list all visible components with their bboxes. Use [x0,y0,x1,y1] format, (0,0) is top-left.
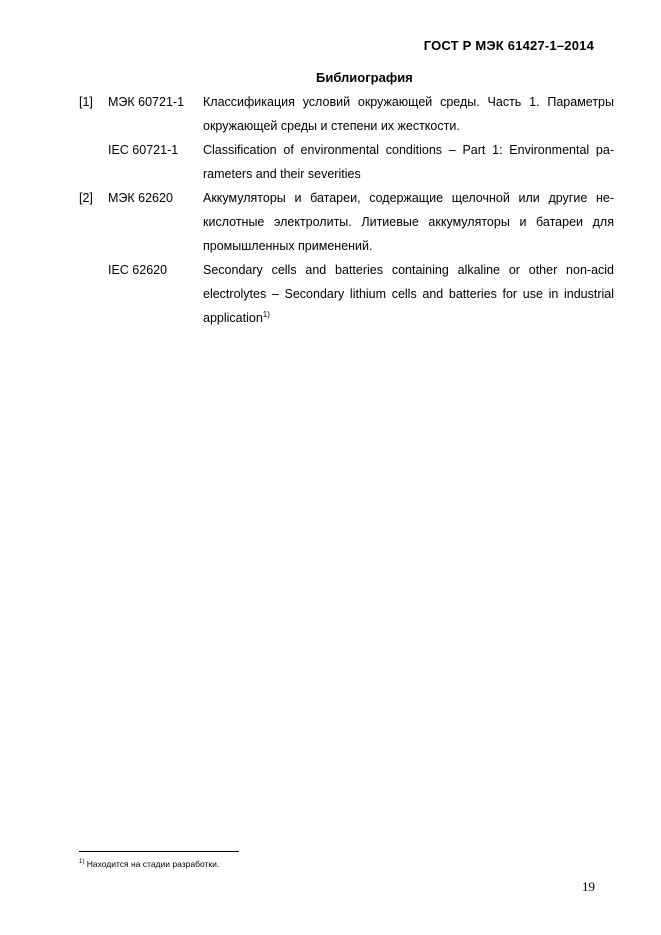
bibliography-entry [79,90,614,138]
footnote-mark: 1) [79,859,85,866]
entry-text-body: Secondary cells and batteries containing alkaline or other non-acid electrolytes – Secondary lithium cells and batteries for use in industrial application [203,263,614,325]
entry-text: Classification of environmental conditions – Part 1: Environmental parameters and their severities [203,143,614,181]
footnote [79,859,219,869]
entry-code: МЭК 62620 [108,191,173,205]
entry-code: IEC 62620 [108,263,168,277]
entry-text: Классификация условий окружающей среды. Часть 1. Параметры окружающей среды и степени их жесткости. [203,95,614,133]
entry-code: МЭК 60721-1 [108,95,185,109]
document-header: ГОСТ Р МЭК 61427-1–2014 [423,38,594,53]
page-number: 19 [582,879,595,894]
entry-number: [1] [79,95,93,109]
entry-code: IEC 60721-1 [108,143,179,157]
footnote-separator [79,851,239,852]
section-title: Библиография [316,70,413,85]
bibliography-entry [79,186,614,258]
footnote-reference[interactable]: 1) [262,309,270,319]
bibliography-list [79,90,614,330]
bibliography-entry [79,138,614,186]
entry-number: [2] [79,191,93,205]
bibliography-entry [79,258,614,330]
entry-text: Аккумуляторы и батареи, содержащие щелочной или другие некислотные электролиты. Литиевые аккумуляторы и батареи для промышленных применений. [203,191,614,253]
entry-text [203,258,614,330]
footnote-text: Находится на стадии разработки. [84,859,220,869]
